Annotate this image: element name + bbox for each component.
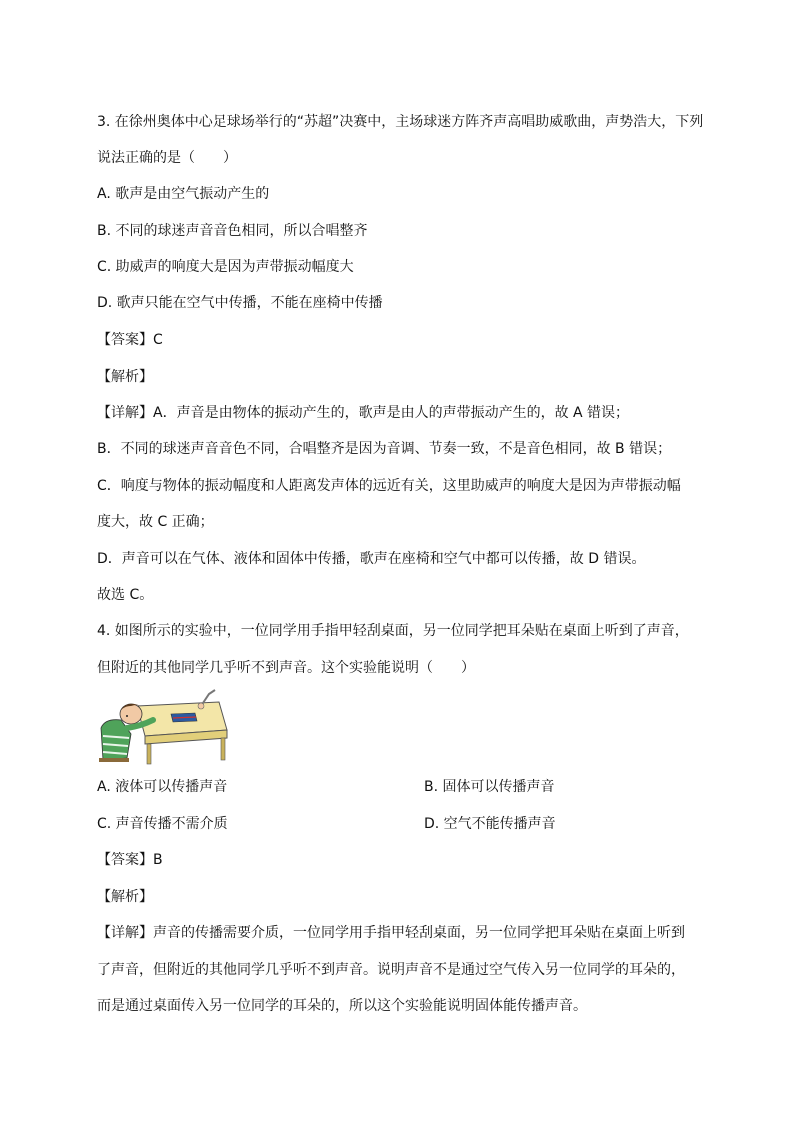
q4-answer: 【答案】B (97, 852, 163, 868)
q4-option-d: D. 空气不能传播声音 (424, 816, 556, 832)
q3-detail-line6: 故选 C。 (97, 587, 154, 603)
q4-detail-line2: 了声音，但附近的其他同学几乎听不到声音。说明声音不是通过空气传入另一位同学的耳朵的， (97, 962, 685, 978)
q4-detail-line3: 而是通过桌面传入另一位同学的耳朵的，所以这个实验能说明固体能传播声音。 (97, 998, 587, 1014)
q3-detail-line4: 度大，故 C 正确； (97, 514, 214, 530)
q3-option-d: D. 歌声只能在空气中传播，不能在座椅中传播 (97, 295, 383, 311)
q3-answer: 【答案】C (97, 332, 163, 348)
q4-stem-line1: 4. 如图所示的实验中，一位同学用手指甲轻刮桌面，另一位同学把耳朵贴在桌面上听到了声音， (97, 623, 689, 639)
q3-stem-line1: 3. 在徐州奥体中心足球场举行的“苏超”决赛中，主场球迷方阵齐声高唱助威歌曲，声势浩大，下列 (97, 114, 704, 130)
q3-detail-line2: B．不同的球迷声音音色不同，合唱整齐是因为音调、节奏一致，不是音色相同，故 B 错误； (97, 441, 672, 457)
q3-option-c: C. 助威声的响度大是因为声带振动幅度大 (97, 259, 354, 275)
q4-option-b: B. 固体可以传播声音 (424, 779, 555, 795)
experiment-illustration (97, 688, 229, 766)
q3-detail-line1: 【详解】A．声音是由物体的振动产生的，歌声是由人的声带振动产生的，故 A 错误； (97, 405, 630, 421)
table-listening-figure (97, 688, 229, 766)
q3-option-b: B. 不同的球迷声音音色相同，所以合唱整齐 (97, 223, 368, 239)
q4-analysis-heading: 【解析】 (97, 889, 153, 905)
q4-detail-line1: 【详解】声音的传播需要介质，一位同学用手指甲轻刮桌面，另一位同学把耳朵贴在桌面上听到 (97, 925, 685, 941)
q4-option-a: A. 液体可以传播声音 (97, 779, 228, 795)
q3-detail-line3: C．响度与物体的振动幅度和人距离发声体的远近有关，这里助威声的响度大是因为声带振动幅 (97, 478, 681, 494)
q3-stem-line2: 说法正确的是（ ） (97, 150, 237, 166)
q4-stem-line2: 但附近的其他同学几乎听不到声音。这个实验能说明（ ） (97, 660, 475, 676)
q3-detail-line5: D．声音可以在气体、液体和固体中传播，歌声在座椅和空气中都可以传播，故 D 错误。 (97, 551, 646, 567)
q3-analysis-heading: 【解析】 (97, 369, 153, 385)
q4-option-c: C. 声音传播不需介质 (97, 816, 228, 832)
q3-option-a: A. 歌声是由空气振动产生的 (97, 186, 270, 202)
